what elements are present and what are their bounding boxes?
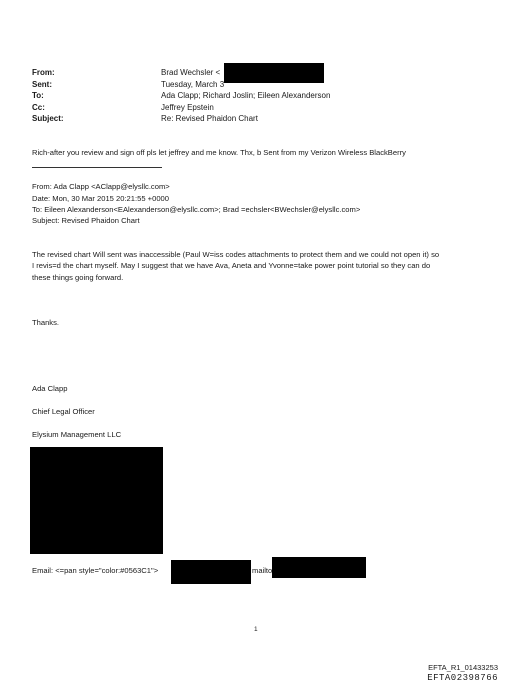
to-value: Ada Clapp; Richard Joslin; Eileen Alexanderson (161, 91, 331, 100)
redaction-block (171, 560, 251, 584)
subject-value: Re: Revised Phaidon Chart (161, 114, 258, 123)
thanks-text: Thanks. (32, 318, 60, 327)
page-number: 1 (254, 626, 258, 633)
cc-label: Cc: (32, 103, 45, 112)
body-line-1: The revised chart Will sent was inaccessible (Paul W=iss codes attachments to protect them and we could not open it) so (32, 250, 440, 259)
redaction-block (30, 447, 163, 554)
sent-label: Sent: (32, 80, 52, 89)
subject-label: Subject: (32, 114, 64, 123)
body-line-2: I revis=d the chart myself. May I suggest that we have Ava, Aneta and Yvonne=take power point tutorial so they can do (32, 261, 431, 270)
cc-value: Jeffrey Epstein (161, 103, 214, 112)
redaction-block (224, 63, 324, 83)
quoted-date: Date: Mon, 30 Mar 2015 20:21:55 +0000 (32, 194, 169, 203)
sent-value: Tuesday, March 3 (161, 80, 225, 89)
signature-name: Ada Clapp (32, 384, 68, 393)
from-value: Brad Wechsler < (161, 68, 221, 77)
bates-number-primary: EFTA_R1_01433253 (428, 663, 498, 672)
separator-line (32, 167, 162, 168)
signature-title: Chief Legal Officer (32, 407, 95, 416)
from-label: From: (32, 68, 55, 77)
bates-number-secondary: EFTA02398766 (427, 673, 498, 683)
redaction-block (272, 557, 366, 578)
quoted-to: To: Eileen Alexanderson<EAlexanderson@elysllc.com>; Brad =echsler<BWechsler@elysllc.com> (32, 205, 361, 214)
body-line-3: these things going forward. (32, 273, 124, 282)
email-line: Email: <=pan style="color:#0563C1"> (32, 566, 159, 575)
to-label: To: (32, 91, 44, 100)
quoted-subject: Subject: Revised Phaidon Chart (32, 216, 140, 225)
mailto-text: mailto (252, 566, 273, 575)
quoted-from: From: Ada Clapp <AClapp@elysllc.com> (32, 182, 170, 191)
reply-text: Rich-after you review and sign off pls let jeffrey and me know. Thx, b Sent from my Verizon Wireless BlackBerry (32, 148, 406, 157)
signature-company: Elysium Management LLC (32, 430, 122, 439)
